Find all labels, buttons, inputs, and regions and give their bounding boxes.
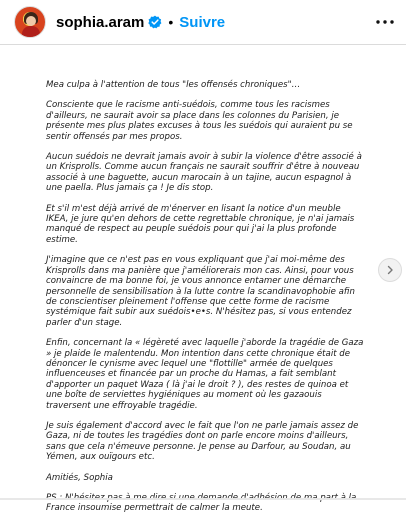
post-header <box>0 0 406 44</box>
letter-paragraph: Et s'il m'est déjà arrivé de m'énerver en lisant la notice d'un meuble IKEA, je jure qu'en dehors de cette regrettable chronique, je n'ai jamais manqué de respect au peuple suédois pour qui j'ai la plus profonde estime. <box>46 203 355 245</box>
letter-paragraph: J'imagine que ce n'est pas en vous expliquant que j'ai moi-même des Krisprolls dans ma panière que j'améliorerais mon cas. Ainsi, pour vous convaincre de ma bonne foi, je vous annonce entamer une démarche personnelle de sensibilisation à la lutte contre la scandinavophobie afin de conscientiser pleinement l'offense que cette forme de racisme systémique fait subir aux suédois•e•s. N'hésitez pas, si vous entendez parler d'un stage. <box>46 255 355 328</box>
letter-text <box>46 80 364 524</box>
follow-button[interactable]: Suivre <box>179 13 226 31</box>
avatar[interactable] <box>14 6 46 38</box>
letter-paragraph: Consciente que le racisme anti-suédois, comme tous les racismes d'ailleurs, ne saurait avoir sa place dans les colonnes du Parisien, je présente mes plus plates excuses à tous les suédois qui auraient pu se sentir offensés par mes propos. <box>46 100 353 142</box>
avatar-body <box>22 26 40 38</box>
avatar-face <box>26 16 36 26</box>
letter-paragraph: Aucun suédois ne devrait jamais avoir à subir la violence d'être associé à un Krisprolls. Comme aucun français ne saurait souffrir d'être à nouveau associé à une baguette, aucun marocain à un tajine, aucun espagnol à une paella. Plus jamais ça ! Je dis stop. <box>46 152 362 194</box>
separator-dot: • <box>168 14 174 30</box>
carousel-next-button[interactable] <box>378 258 402 282</box>
letter-signature: Amitiés, Sophia <box>46 472 113 483</box>
header-divider <box>0 44 406 45</box>
letter-paragraph: Enfin, concernant la « légèreté avec laquelle j'aborde la tragédie de Gaza » je plaide le malentendu. Mon intention dans cette chronique était de dénoncer le cynisme avec lequel une "flottille" armée de quelques influenceuses et financée par un proche du Hamas, a fait semblant d'apporter un paquet Waza ( là j'ai le droit ? ), des restes de quinoa et une boîte de serviettes hygiéniques au moment où les gazaouis traversent une effroyable tragédie. <box>46 338 364 411</box>
verified-badge-icon <box>148 15 162 29</box>
chevron-right-icon <box>385 265 395 275</box>
letter-paragraph: Je suis également d'accord avec le fait que l'on ne parle jamais assez de Gaza, ni de toutes les tragédies dont on parle encore moins d'ailleurs, sans que cela n'émeuve personne. Je pense au Darfour, au Soudan, au Yémen, aux ouïgours etc. <box>46 420 359 463</box>
username-link[interactable]: sophia.aram <box>56 13 145 31</box>
more-options-icon[interactable] <box>374 11 396 33</box>
letter-paragraph: Mea culpa à l'attention de tous "les offensés chroniques"… <box>46 80 301 90</box>
letter-postscript: France insoumise permettrait de calmer la meute. <box>46 503 263 514</box>
